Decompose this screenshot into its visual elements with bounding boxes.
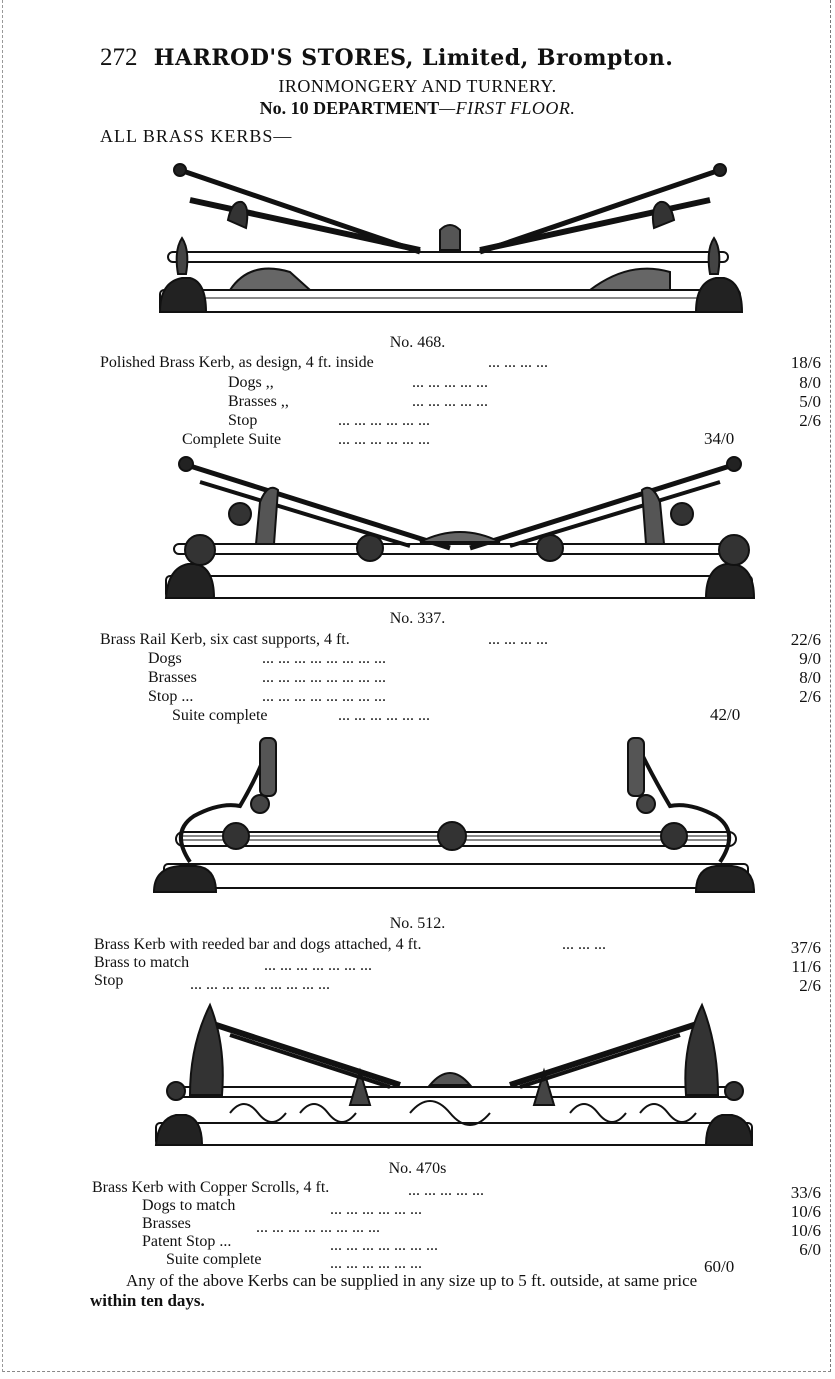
- kerb-470s-row-2: Dogs to match: [142, 1197, 236, 1214]
- kerb-468-row-4: Stop: [228, 412, 258, 429]
- leader-dots: ... ... ...: [562, 936, 606, 953]
- leader-dots: ... ... ... ... ... ... ...: [264, 957, 372, 974]
- kerb-470s-price-3: 10/6: [790, 1221, 821, 1240]
- leader-dots: ... ... ... ... ... ... ... ...: [262, 669, 386, 686]
- kerb-512-row-3: Stop: [94, 972, 124, 989]
- kerb-468-row-2: Dogs ,,: [228, 374, 274, 391]
- footer-note-line-2: within ten days.: [90, 1291, 205, 1310]
- department-line: [0, 98, 835, 119]
- leader-dots: ... ... ... ... ... ... ... ...: [262, 650, 386, 667]
- leader-dots: ... ... ... ... ...: [408, 1182, 484, 1199]
- kerb-337-price-1: 22/6: [790, 630, 821, 649]
- section-title: ALL BRASS KERBS—: [100, 126, 293, 146]
- kerb-468-price-2: 8/0: [799, 373, 821, 392]
- footer-note-line-1: Any of the above Kerbs can be supplied in any size up to 5 ft. outside, at same price: [126, 1271, 698, 1290]
- leader-dots: ... ... ... ... ... ... ... ... ...: [190, 976, 330, 993]
- leader-dots: ... ... ... ... ... ...: [330, 1201, 422, 1218]
- kerb-468-suite-price: 34/0: [704, 429, 735, 448]
- leader-dots: ... ... ... ... ... ...: [330, 1255, 422, 1272]
- kerb-512-price-1: 37/6: [790, 938, 821, 957]
- department-floor: —FIRST FLOOR.: [439, 98, 576, 118]
- subtitle: IRONMONGERY AND TURNERY.: [278, 76, 557, 96]
- kerb-468-price-4: 2/6: [799, 411, 821, 430]
- kerb-337-price-2: 9/0: [799, 649, 821, 668]
- item-label: Polished Brass Kerb, as design, 4 ft. inside: [100, 354, 374, 371]
- kerb-470s-row-4: Patent Stop ...: [142, 1233, 232, 1250]
- kerb-337-caption: No. 337.: [389, 610, 446, 627]
- kerb-468-price-1: 18/6: [790, 353, 821, 372]
- page-header: [100, 44, 673, 72]
- leader-dots: ... ... ... ...: [488, 631, 548, 648]
- kerb-337-price-3: 8/0: [799, 668, 821, 687]
- leader-dots: ... ... ... ... ... ...: [338, 431, 430, 448]
- kerb-470s-price-4: 6/0: [799, 1240, 821, 1259]
- leader-dots: ... ... ... ... ... ...: [338, 412, 430, 429]
- kerb-470s-suite-label: Suite complete: [166, 1251, 262, 1268]
- store-name: HARROD'S STORES, Limited, Brompton.: [153, 45, 674, 71]
- kerb-512-caption: No. 512.: [389, 915, 446, 932]
- kerb-468-illustration: [150, 150, 750, 332]
- leader-dots: ... ... ... ... ... ... ... ...: [256, 1219, 380, 1236]
- kerb-470s-price-2: 10/6: [790, 1202, 821, 1221]
- kerb-512-price-2: 11/6: [791, 957, 821, 976]
- kerb-468-caption: No. 468.: [389, 334, 446, 351]
- kerb-512-row-1: Brass Kerb with reeded bar and dogs attached, 4 ft.: [94, 936, 422, 953]
- leader-dots: ... ... ... ... ... ...: [338, 707, 430, 724]
- kerb-512-illustration: [150, 732, 756, 912]
- kerb-470s-row-3: Brasses: [142, 1215, 191, 1232]
- leader-dots: ... ... ... ... ... ... ... ...: [262, 688, 386, 705]
- kerb-468-row-1: [100, 353, 374, 373]
- kerb-337-row-4: Stop ...: [148, 688, 194, 705]
- kerb-468-row-3: Brasses ,,: [228, 393, 289, 410]
- leader-dots: ... ... ... ... ...: [412, 393, 488, 410]
- kerb-337-row-2: Dogs: [148, 650, 182, 667]
- kerb-337-suite-price: 42/0: [710, 705, 741, 724]
- kerb-337-suite-label: Suite complete: [172, 707, 268, 724]
- kerb-470s-suite-price: 60/0: [704, 1257, 735, 1276]
- department-number: No. 10 DEPARTMENT: [259, 98, 440, 118]
- kerb-470s-illustration: [150, 995, 760, 1155]
- kerb-512-row-2: Brass to match: [94, 954, 190, 971]
- leader-dots: ... ... ... ... ...: [412, 374, 488, 391]
- page-number: 272: [100, 44, 138, 71]
- kerb-468-price-3: 5/0: [799, 392, 821, 411]
- kerb-470s-caption: No. 470s: [388, 1160, 447, 1177]
- kerb-337-row-3: Brasses: [148, 669, 197, 686]
- kerb-470s-price-1: 33/6: [790, 1183, 821, 1202]
- leader-dots: ... ... ... ...: [488, 354, 548, 371]
- kerb-337-illustration: [160, 452, 760, 612]
- leader-dots: ... ... ... ... ... ... ...: [330, 1237, 438, 1254]
- kerb-337-row-1: Brass Rail Kerb, six cast supports, 4 ft.: [100, 631, 350, 648]
- kerb-512-price-3: 2/6: [799, 976, 821, 995]
- kerb-470s-row-1: Brass Kerb with Copper Scrolls, 4 ft.: [92, 1179, 330, 1196]
- kerb-468-suite-label: Complete Suite: [182, 431, 282, 448]
- kerb-337-price-4: 2/6: [799, 687, 821, 706]
